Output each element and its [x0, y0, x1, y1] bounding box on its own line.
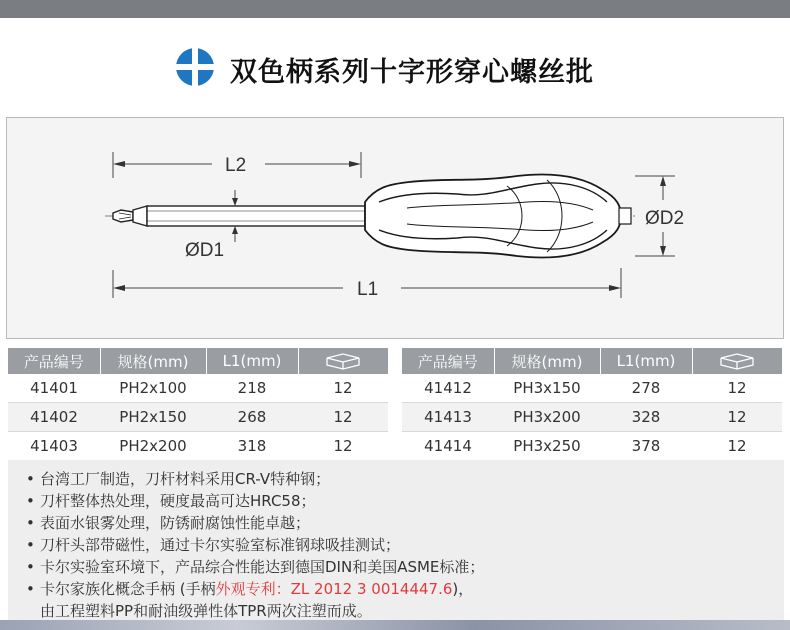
list-item: [26, 556, 784, 578]
table-row: [402, 432, 782, 461]
title-row: [0, 40, 790, 100]
cell-spec: PH3x150: [494, 374, 600, 403]
cell-code: 41413: [402, 403, 494, 432]
cell-l1: 268: [206, 403, 298, 432]
feature-text: 卡尔家族化概念手柄 (手柄: [40, 580, 216, 598]
phillips-cross-icon: [175, 47, 215, 87]
patent-highlight: 外观专利：ZL 2012 3 0014447.6: [215, 580, 453, 598]
header-spec: 规格(mm): [100, 348, 206, 374]
header-code: 产品编号: [402, 348, 494, 374]
box-icon: [717, 352, 757, 370]
table-row: [8, 432, 388, 461]
header-qty: [298, 348, 388, 374]
cell-spec: PH2x150: [100, 403, 206, 432]
list-item-continuation: 由工程塑料PP和耐油级弹性体TPR两次注塑而成。: [40, 602, 372, 620]
cell-spec: PH3x200: [494, 403, 600, 432]
box-icon: [323, 352, 363, 370]
cell-qty: 12: [298, 374, 388, 403]
cell-l1: 378: [600, 432, 692, 461]
table-row: [8, 374, 388, 403]
header-qty: [692, 348, 782, 374]
bullet: •: [26, 514, 35, 532]
top-bar: [0, 0, 790, 18]
spec-table-left: [8, 348, 389, 461]
list-item: [26, 534, 784, 556]
screwdriver-diagram: [6, 117, 784, 339]
cell-qty: 12: [692, 403, 782, 432]
cell-qty: 12: [298, 403, 388, 432]
spec-table-right: [402, 348, 783, 461]
cell-spec: PH2x100: [100, 374, 206, 403]
bullet: •: [26, 580, 35, 598]
header-l1: L1(mm): [600, 348, 692, 374]
header-spec: 规格(mm): [494, 348, 600, 374]
feature-text: 卡尔实验室环境下，产品综合性能达到德国DIN和美国ASME标准；: [40, 558, 485, 576]
feature-text: 台湾工厂制造，刀杆材料采用CR-V特种钢；: [40, 470, 331, 488]
cell-qty: 12: [298, 432, 388, 461]
bottom-strip: [0, 620, 790, 630]
l2-label: L2: [225, 155, 247, 176]
cell-code: 41403: [8, 432, 100, 461]
cell-l1: 218: [206, 374, 298, 403]
cell-code: 41414: [402, 432, 494, 461]
feature-text: )，: [452, 580, 474, 598]
feature-text: 刀杆头部带磁性，通过卡尔实验室标准钢球吸挂测试；: [40, 536, 401, 554]
cell-l1: 328: [600, 403, 692, 432]
table-header-row: [8, 348, 388, 374]
d1-label: ØD1: [185, 240, 225, 261]
bullet: •: [26, 558, 35, 576]
cell-spec: PH2x200: [100, 432, 206, 461]
table-row: [402, 374, 782, 403]
cell-qty: 12: [692, 374, 782, 403]
page-title: 双色柄系列十字形穿心螺丝批: [230, 57, 594, 88]
header-code: 产品编号: [8, 348, 100, 374]
feature-list: [8, 460, 784, 620]
feature-text: 刀杆整体热处理，硬度最高可达HRC58；: [40, 492, 316, 510]
bullet: •: [26, 470, 35, 488]
cell-code: 41412: [402, 374, 494, 403]
table-header-row: [402, 348, 782, 374]
bullet: •: [26, 536, 35, 554]
feature-text: 表面水银雾处理，防锈耐腐蚀性能卓越；: [40, 514, 311, 532]
list-item: [26, 578, 784, 600]
cell-l1: 318: [206, 432, 298, 461]
d2-label: ØD2: [645, 208, 685, 229]
header-l1: L1(mm): [206, 348, 298, 374]
cell-spec: PH3x250: [494, 432, 600, 461]
cell-qty: 12: [692, 432, 782, 461]
table-row: [8, 403, 388, 432]
cell-l1: 278: [600, 374, 692, 403]
list-item: [26, 468, 784, 490]
table-row: [402, 403, 782, 432]
l1-label: L1: [357, 279, 379, 300]
cell-code: 41401: [8, 374, 100, 403]
bullet: •: [26, 492, 35, 510]
screwdriver-drawing: [7, 118, 783, 338]
cell-code: 41402: [8, 403, 100, 432]
list-item: [26, 512, 784, 534]
list-item: [26, 490, 784, 512]
